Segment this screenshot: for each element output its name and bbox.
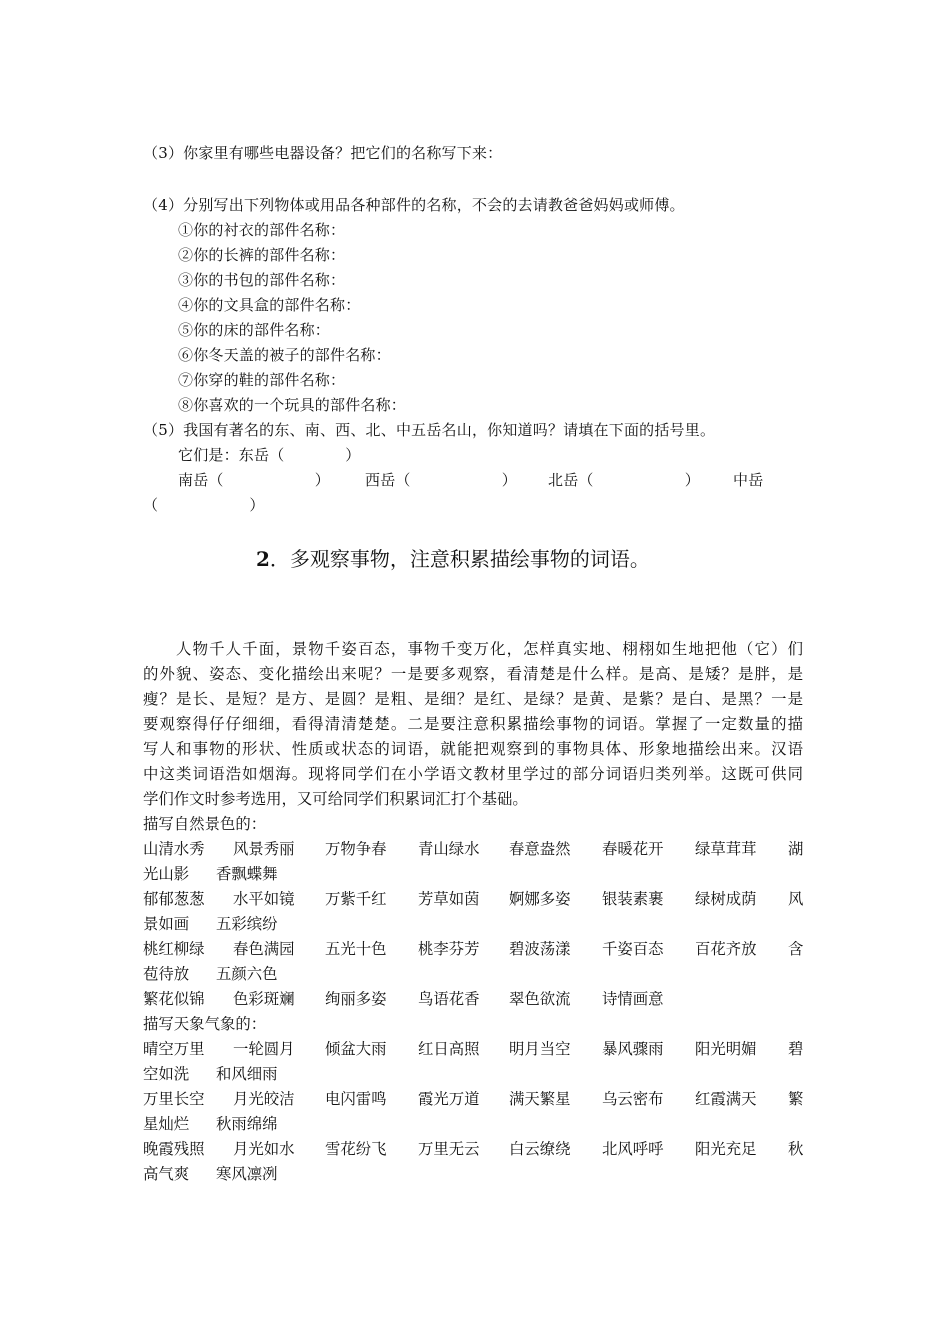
paragraph-line: 写人和事物的形状、性质或状态的词语，就能把观察到的事物具体、形象地描绘出来。汉语 — [143, 740, 803, 758]
paragraph-line: 要观察得仔仔细细，看得清清楚楚。二是要注意积累描绘事物的词语。掌握了一定数量的描 — [143, 715, 803, 733]
word-item: 翠色欲流 — [509, 990, 571, 1008]
question-5-north: 北岳（ ） — [548, 471, 701, 489]
word-item: 水平如镜 — [233, 890, 295, 908]
word-item: 春意盎然 — [509, 840, 571, 858]
word-item: 五颜六色 — [216, 965, 278, 983]
word-item: 五光十色 — [325, 940, 387, 958]
word-item: 白云缭绕 — [509, 1140, 571, 1158]
word-item: 霞光万道 — [418, 1090, 480, 1108]
word-item: 寒风凛冽 — [216, 1165, 278, 1183]
word-item: 青山绿水 — [418, 840, 480, 858]
word-item: 含 — [788, 940, 804, 958]
word-item: 风景秀丽 — [233, 840, 295, 858]
word-row-continuation — [143, 963, 823, 985]
question-5-center-paren: （ ） — [143, 496, 265, 514]
question-4-item: ⑧你喜欢的一个玩具的部件名称： — [178, 396, 407, 414]
word-item: 光山影 — [143, 865, 190, 883]
question-4: （4）分别写出下列物体或用品各种部件的名称，不会的去请教爸爸妈妈或师傅。 — [143, 196, 685, 214]
word-item: 五彩缤纷 — [216, 915, 278, 933]
paragraph-line: 瘦？是长、是短？是方、是圆？是粗、是细？是红、是绿？是黄、是紫？是白、是黑？一是 — [143, 690, 803, 708]
word-row — [143, 938, 823, 960]
word-row-continuation — [143, 913, 823, 935]
word-item: 月光如水 — [233, 1140, 295, 1158]
word-item: 北风呼呼 — [602, 1140, 664, 1158]
category-label: 描写自然景色的： — [143, 815, 267, 833]
word-item: 绿树成荫 — [695, 890, 757, 908]
word-item: 秋雨绵绵 — [216, 1115, 278, 1133]
question-4-item: ⑤你的床的部件名称： — [178, 321, 331, 339]
word-row-continuation — [143, 1063, 823, 1085]
word-item: 绚丽多姿 — [325, 990, 387, 1008]
word-item: 千姿百态 — [602, 940, 664, 958]
word-item: 一轮圆月 — [233, 1040, 295, 1058]
word-item: 婀娜多姿 — [509, 890, 571, 908]
word-item: 红霞满天 — [695, 1090, 757, 1108]
word-item: 桃李芬芳 — [418, 940, 480, 958]
question-4-item: ①你的衬衣的部件名称： — [178, 221, 346, 239]
paragraph-line: 人物千人千面，景物千姿百态，事物千变万化，怎样真实地、栩栩如生地把他（它）们 — [143, 640, 803, 658]
word-item: 芳草如茵 — [418, 890, 480, 908]
word-item: 阳光明媚 — [695, 1040, 757, 1058]
section-number: 2 — [256, 547, 270, 571]
word-item: 月光皎洁 — [233, 1090, 295, 1108]
word-item: 明月当空 — [509, 1040, 571, 1058]
word-item: 乌云密布 — [602, 1090, 664, 1108]
word-item: 万物争春 — [325, 840, 387, 858]
word-item: 风 — [788, 890, 804, 908]
word-item: 空如洗 — [143, 1065, 190, 1083]
word-item: 香飘蝶舞 — [216, 865, 278, 883]
word-item: 春暖花开 — [602, 840, 664, 858]
word-item: 繁花似锦 — [143, 990, 205, 1008]
word-item: 星灿烂 — [143, 1115, 190, 1133]
section-heading — [256, 544, 650, 574]
word-item: 百花齐放 — [695, 940, 757, 958]
word-item: 碧波荡漾 — [509, 940, 571, 958]
word-item: 湖 — [788, 840, 804, 858]
paragraph-line: 学们作文时参考选用，又可给同学们积累词汇打个基础。 — [143, 790, 528, 808]
word-item: 诗情画意 — [602, 990, 664, 1008]
question-5-east: 它们是：东岳（ ） — [178, 446, 361, 464]
word-item: 电闪雷鸣 — [325, 1090, 387, 1108]
word-item: 雪花纷飞 — [325, 1140, 387, 1158]
word-item: 春色满园 — [233, 940, 295, 958]
word-item: 万里长空 — [143, 1090, 205, 1108]
question-5-west: 西岳（ ） — [365, 471, 518, 489]
word-row — [143, 1038, 823, 1060]
word-item: 色彩斑斓 — [233, 990, 295, 1008]
word-item: 景如画 — [143, 915, 190, 933]
word-item: 万紫千红 — [325, 890, 387, 908]
word-item: 繁 — [788, 1090, 804, 1108]
paragraph-line: 中这类词语浩如烟海。现将同学们在小学语文教材里学过的部分词语归类列举。这既可供同 — [143, 765, 803, 783]
question-5-south: 南岳（ ） — [178, 471, 331, 489]
word-row — [143, 888, 823, 910]
word-item: 桃红柳绿 — [143, 940, 205, 958]
section-title: ．多观察事物，注意积累描绘事物的词语。 — [269, 547, 650, 571]
word-row — [143, 1138, 823, 1160]
question-4-item: ③你的书包的部件名称： — [178, 271, 346, 289]
word-row — [143, 838, 823, 860]
word-item: 和风细雨 — [216, 1065, 278, 1083]
word-row — [143, 988, 823, 1010]
word-item: 红日高照 — [418, 1040, 480, 1058]
question-4-item: ④你的文具盒的部件名称： — [178, 296, 361, 314]
word-item: 高气爽 — [143, 1165, 190, 1183]
word-item: 万里无云 — [418, 1140, 480, 1158]
question-3: （3）你家里有哪些电器设备？把它们的名称写下来： — [143, 144, 503, 162]
word-row-continuation — [143, 863, 823, 885]
question-5: （5）我国有著名的东、南、西、北、中五岳名山，你知道吗？请填在下面的括号里。 — [143, 421, 716, 439]
word-item: 晚霞残照 — [143, 1140, 205, 1158]
word-item: 晴空万里 — [143, 1040, 205, 1058]
question-4-item: ②你的长裤的部件名称： — [178, 246, 346, 264]
word-item: 倾盆大雨 — [325, 1040, 387, 1058]
word-row-continuation — [143, 1113, 823, 1135]
word-item: 银装素裹 — [602, 890, 664, 908]
category-label: 描写天象气象的： — [143, 1015, 267, 1033]
paragraph-line: 的外貌、姿态、变化描绘出来呢？一是要多观察，看清楚是什么样。是高、是矮？是胖，是 — [143, 665, 803, 683]
word-item: 鸟语花香 — [418, 990, 480, 1008]
question-4-item: ⑥你冬天盖的被子的部件名称： — [178, 346, 391, 364]
question-4-item: ⑦你穿的鞋的部件名称： — [178, 371, 346, 389]
word-item: 碧 — [788, 1040, 804, 1058]
word-row-continuation — [143, 1163, 823, 1185]
word-item: 秋 — [788, 1140, 804, 1158]
word-item: 山清水秀 — [143, 840, 205, 858]
word-item: 满天繁星 — [509, 1090, 571, 1108]
word-item: 苞待放 — [143, 965, 190, 983]
word-item: 绿草茸茸 — [695, 840, 757, 858]
question-5-center: 中岳 — [733, 471, 764, 489]
word-row — [143, 1088, 823, 1110]
word-item: 暴风骤雨 — [602, 1040, 664, 1058]
word-item: 阳光充足 — [695, 1140, 757, 1158]
word-item: 郁郁葱葱 — [143, 890, 205, 908]
